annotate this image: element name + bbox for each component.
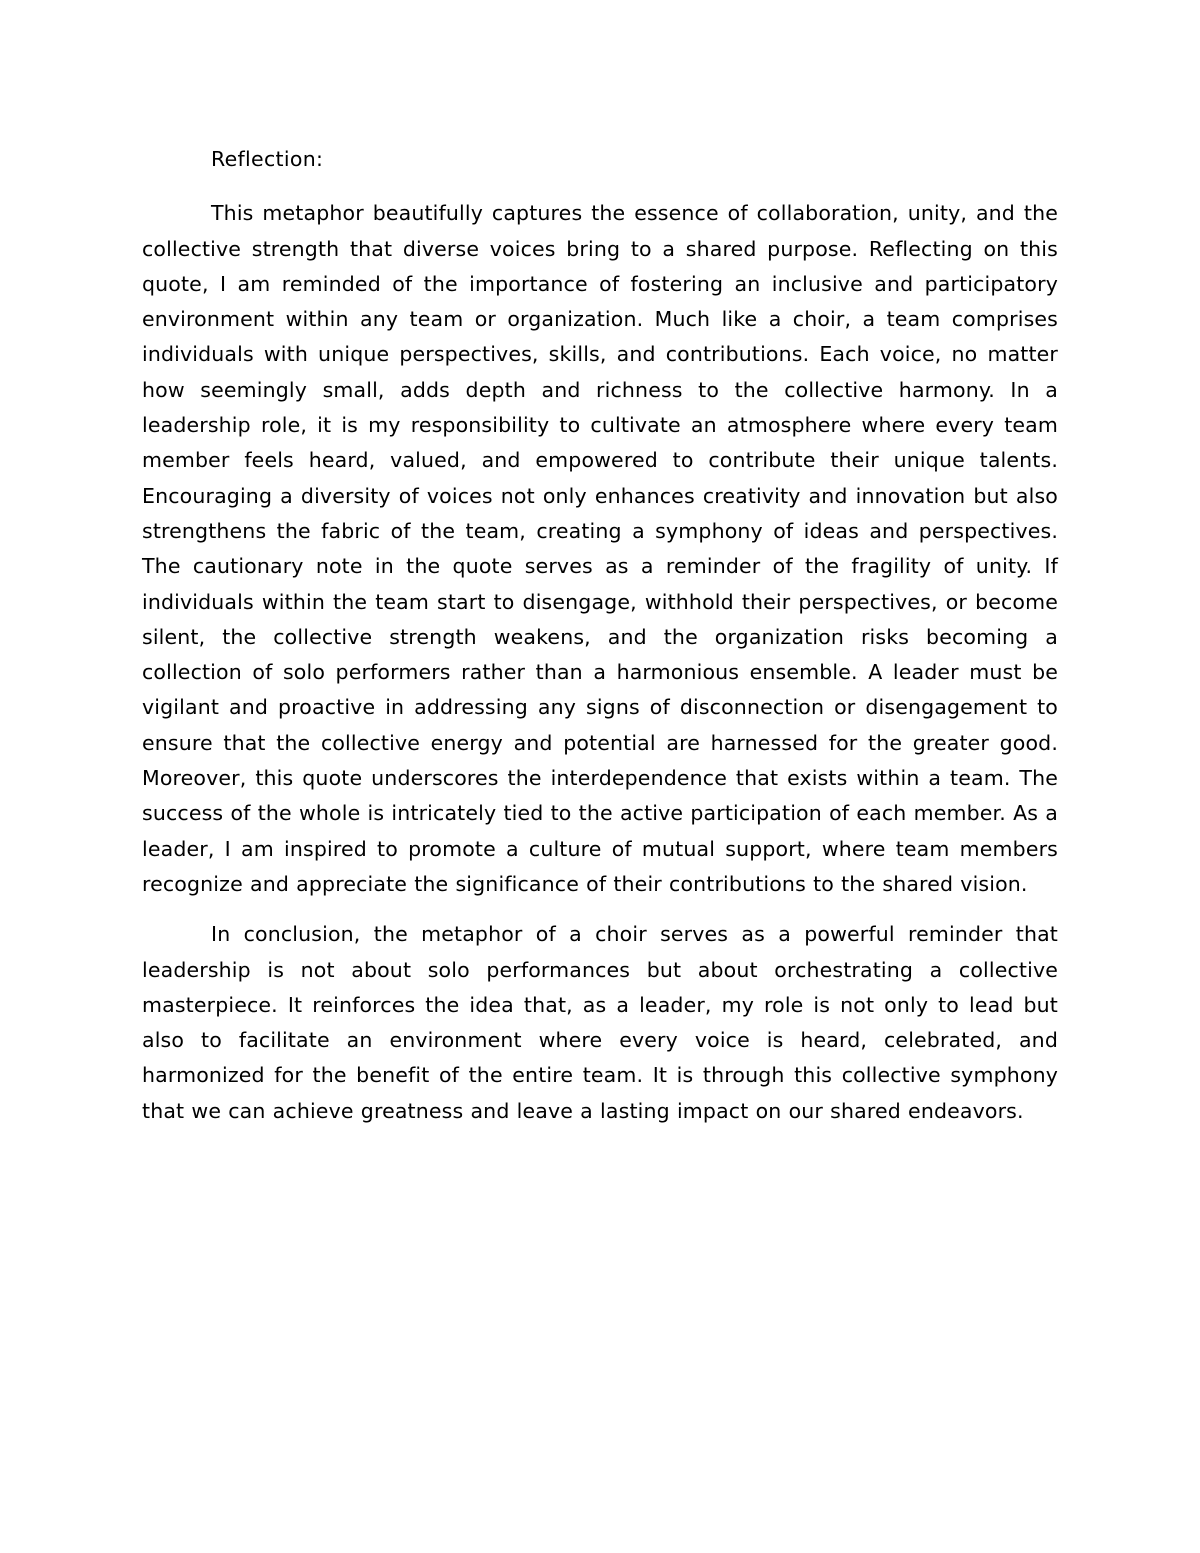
paragraph-reflection: This metaphor beautifully captures the essence of collaboration, unity, and the collective strength that diverse voices bring to a shared purpose. Reflecting on this quote, I am reminded of the importance of fostering an inclusive and participatory environment within any team or organization. Much like a choir, a team comprises individuals with unique perspectives, skills, and contributions. Each voice, no matter how seemingly small, adds depth and richness to the collective harmony. In a leadership role, it is my responsibility to cultivate an atmosphere where every team member feels heard, valued, and empowered to contribute their unique talents. Encouraging a diversity of voices not only enhances creativity and innovation but also strengthens the fabric of the team, creating a symphony of ideas and perspectives. The cautionary note in the quote serves as a reminder of the fragility of unity. If individuals within the team start to disengage, withhold their perspectives, or become silent, the collective strength weakens, and the organization risks becoming a collection of solo performers rather than a harmonious ensemble. A leader must be vigilant and proactive in addressing any signs of disconnection or disengagement to ensure that the collective energy and potential are harnessed for the greater good. Moreover, this quote underscores the interdependence that exists within a team. The success of the whole is intricately tied to the active participation of each member. As a leader, I am inspired to promote a culture of mutual support, where team members recognize and appreciate the significance of their contributions to the shared vision. [142,201,1058,896]
document-body [142,142,1058,1144]
section-heading: Reflection: [211,147,324,171]
paragraph-conclusion: In conclusion, the metaphor of a choir serves as a powerful reminder that leadership is not about solo performances but about orchestrating a collective masterpiece. It reinforces the idea that, as a leader, my role is not only to lead but also to facilitate an environment where every voice is heard, celebrated, and harmonized for the benefit of the entire team. It is through this collective symphony that we can achieve greatness and leave a lasting impact on our shared endeavors. [142,922,1058,1123]
